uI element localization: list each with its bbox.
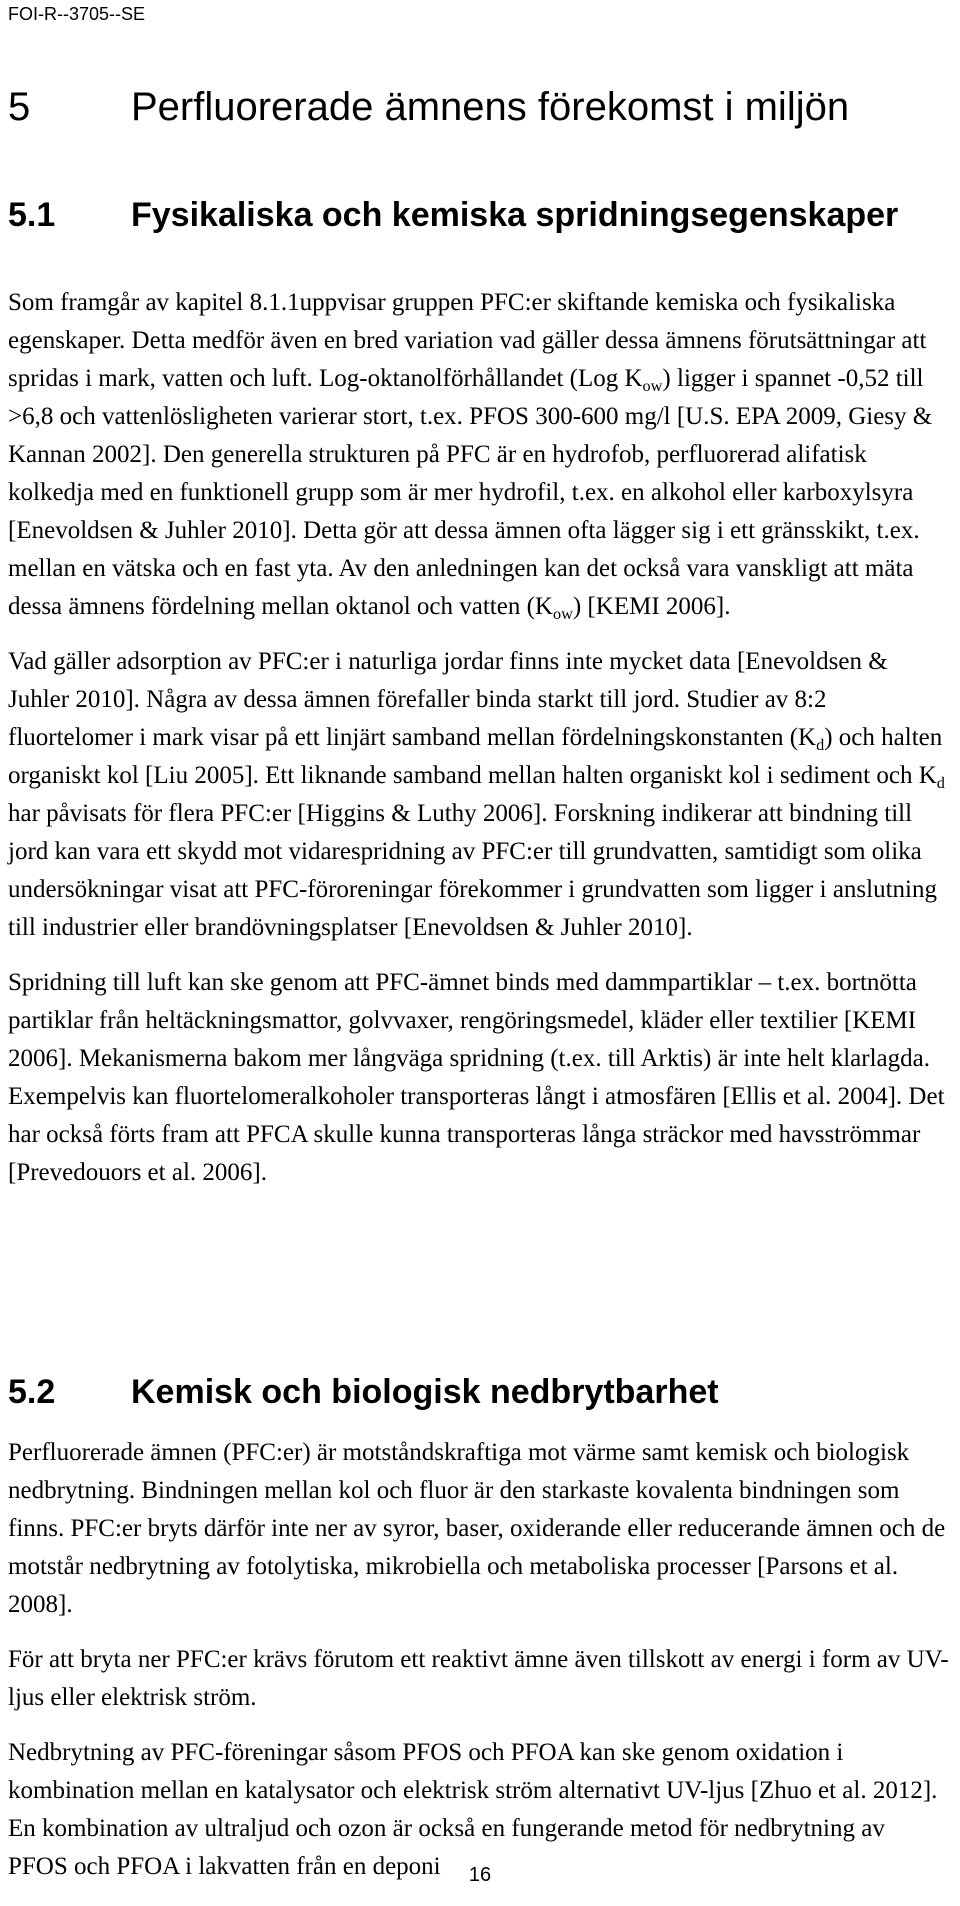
section-5-1-body	[8, 284, 950, 1209]
document-id: FOI-R--3705--SE	[8, 4, 146, 24]
section-heading-5-1	[8, 194, 908, 236]
chapter-heading	[8, 78, 908, 136]
section-5-2-body	[8, 1434, 950, 1903]
section-number: 5.2	[8, 1373, 56, 1411]
section-heading-5-2	[8, 1368, 908, 1416]
chapter-number: 5	[8, 85, 31, 129]
paragraph: Spridning till luft kan ske genom att PFC-ämnet binds med dammpartiklar – t.ex. bortnötta partiklar från heltäckningsmattor, golvvaxer, rengöringsmedel, kläder eller textilier [KEMI 2006]. Mekanismerna bakom mer långväga spridning (t.ex. till Arktis) är inte helt klarlagda. Exempelvis kan fluortelomeralkoholer transporteras långt i atmosfären [Ellis et al. 2004]. Det har också förts fram att PFCA skulle kunna transporteras långa sträckor med havsströmmar [Prevedouors et al. 2006].	[8, 969, 945, 1186]
paragraph: Som framgår av kapitel 8.1.1uppvisar gruppen PFC:er skiftande kemiska och fysikaliska egenskaper. Detta medför även en bred variation vad gäller dessa ämnens förutsättningar att spridas i mark, vatten och luft. Log-oktanolförhållandet (Log $K_{ow}$) ligger i spannet -0,52 till >6,8 och vattenlösligheten varierar stort, t.ex. PFOS 300-600 mg/l [U.S. EPA 2009, Giesy & Kannan 2002]. Den generella strukturen på PFC är en hydrofob, perfluorerad alifatisk kolkedja med en funktionell grupp som är mer hydrofil, t.ex. en alkohol eller karboxylsyra [Enevoldsen & Juhler 2010]. Detta gör att dessa ämnen ofta lägger sig i ett gränsskikt, t.ex. mellan en vätska och en fast yta. Av den anledningen kan det också vara vanskligt att mäta dessa ämnens fördelning mellan oktanol och vatten $(K_{ow})$ [KEMI 2006].	[8, 289, 933, 623]
section-number: 5.1	[8, 196, 56, 234]
paragraph: Vad gäller adsorption av PFC:er i naturliga jordar finns inte mycket data [Enevoldsen & Juhler 2010]. Några av dessa ämnen förefaller binda starkt till jord. Studier av 8:2 fluortelomer i mark visar på ett linjärt samband mellan fördelningskonstanten $(K_d)$ och halten organiskt kol [Liu 2005]. Ett liknande samband mellan halten organiskt kol i sediment och $K_d$ har påvisats för flera PFC:er [Higgins & Luthy 2006]. Forskning indikerar att bindning till jord kan vara ett skydd mot vidarespridning av PFC:er till grundvatten, samtidigt som olika undersökningar visat att PFC-föroreningar förekommer i grundvatten som ligger i anslutning till industrier eller brandövningsplatser [Enevoldsen & Juhler 2010].	[8, 648, 945, 941]
page-number: 16	[468, 1864, 492, 1886]
section-title: Kemisk och biologisk nedbrytbarhet	[131, 1373, 719, 1411]
chapter-title: Perfluorerade ämnens förekomst i miljön	[131, 85, 850, 129]
section-title: Fysikaliska och kemiska spridningsegenskaper	[131, 196, 899, 234]
paragraph: För att bryta ner PFC:er krävs förutom ett reaktivt ämne även tillskott av energi i form av UV-ljus eller elektrisk ström.	[8, 1646, 949, 1711]
paragraph: Perfluorerade ämnen (PFC:er) är motståndskraftiga mot värme samt kemisk och biologisk nedbrytning. Bindningen mellan kol och fluor är den starkaste kovalenta bindningen som finns. PFC:er bryts därför inte ner av syror, baser, oxiderande eller reducerande ämnen och de motstår nedbrytning av fotolytiska, mikrobiella och metaboliska processer [Parsons et al. 2008].	[8, 1439, 946, 1618]
paragraph: Nedbrytning av PFC-föreningar såsom PFOS och PFOA kan ske genom oxidation i kombination mellan en katalysator och elektrisk ström alternativt UV-ljus [Zhuo et al. 2012]. En kombination av ultraljud och ozon är också en fungerande metod för nedbrytning av PFOS och PFOA i lakvatten från en deponi	[8, 1739, 938, 1880]
